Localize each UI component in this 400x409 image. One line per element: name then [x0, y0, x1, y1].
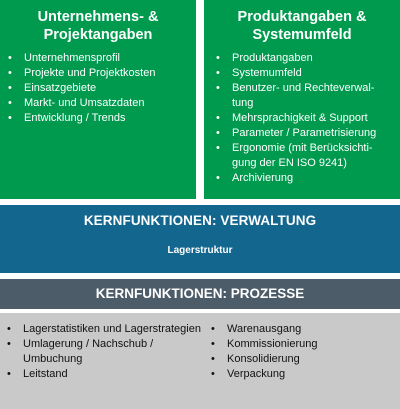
list-item	[216, 171, 394, 186]
list-item	[211, 352, 391, 367]
bullet-icon: •	[216, 67, 220, 79]
processes-list-right	[211, 322, 391, 382]
bullet-icon: •	[211, 353, 215, 365]
bullet-icon: •	[8, 82, 12, 94]
company-project-title-line2: Projektangaben	[43, 27, 153, 43]
product-system-title-line1: Produktangaben &	[237, 9, 367, 25]
product-system-list	[216, 51, 394, 186]
bullet-icon: •	[216, 112, 220, 124]
list-item-label: Kommissionierung	[227, 338, 318, 350]
list-item	[216, 141, 394, 171]
list-item-label: Unternehmensprofil	[24, 52, 120, 64]
company-project-title-line1: Unternehmens- &	[37, 9, 159, 25]
bullet-icon: •	[211, 368, 215, 380]
product-system-box	[204, 0, 400, 199]
list-item-label: Benutzer- und Rechteverwal-	[232, 82, 375, 94]
list-item-label-continued: tung	[232, 97, 254, 109]
list-item	[211, 337, 391, 352]
bullet-icon: •	[7, 323, 11, 335]
bullet-icon: •	[8, 112, 12, 124]
list-item	[216, 111, 394, 126]
list-item	[216, 126, 394, 141]
list-item	[211, 322, 391, 337]
bullet-icon: •	[216, 127, 220, 139]
list-item-label: Parameter / Parametrisierung	[232, 127, 377, 139]
list-item	[7, 337, 207, 367]
core-processes-header	[0, 279, 400, 309]
company-project-title	[0, 8, 196, 44]
list-item-label: Projekte und Projektkosten	[24, 67, 156, 79]
core-administration-title: KERNFUNKTIONEN: VERWALTUNG	[83, 213, 317, 228]
list-item	[7, 322, 207, 337]
bullet-icon: •	[8, 67, 12, 79]
bullet-icon: •	[7, 338, 11, 350]
product-system-title	[204, 8, 400, 44]
list-item-label: Markt- und Umsatzdaten	[24, 97, 145, 109]
list-item-label: Leitstand	[23, 368, 68, 380]
list-item	[8, 96, 190, 111]
list-item-label: Einsatzgebiete	[24, 82, 97, 94]
core-administration-box	[0, 205, 400, 273]
list-item	[7, 367, 207, 382]
list-item-label-continued: Umbuchung	[23, 353, 83, 365]
bullet-icon: •	[211, 323, 215, 335]
list-item	[8, 111, 190, 126]
list-item	[216, 51, 394, 66]
core-processes-box	[0, 313, 400, 409]
warehouse-structure-label: Lagerstruktur	[167, 245, 233, 256]
bullet-icon: •	[216, 52, 220, 64]
company-project-box	[0, 0, 196, 199]
list-item-label: Archivierung	[232, 172, 294, 184]
list-item	[8, 51, 190, 66]
list-item-label: Verpackung	[227, 368, 286, 380]
list-item-label: Entwicklung / Trends	[24, 112, 126, 124]
list-item	[8, 66, 190, 81]
list-item-label-continued: gung der EN ISO 9241)	[232, 157, 347, 169]
list-item-label: Warenausgang	[227, 323, 302, 335]
bullet-icon: •	[8, 97, 12, 109]
list-item	[216, 81, 394, 111]
list-item	[211, 367, 391, 382]
bullet-icon: •	[216, 82, 220, 94]
list-item-label: Ergonomie (mit Berücksichti-	[232, 142, 373, 154]
list-item-label: Konsolidierung	[227, 353, 300, 365]
core-processes-title: KERNFUNKTIONEN: PROZESSE	[95, 286, 305, 301]
bullet-icon: •	[211, 338, 215, 350]
bullet-icon: •	[8, 52, 12, 64]
list-item	[8, 81, 190, 96]
list-item	[216, 66, 394, 81]
bullet-icon: •	[7, 368, 11, 380]
bullet-icon: •	[216, 142, 220, 154]
processes-list-left	[7, 322, 207, 382]
product-system-title-line2: Systemumfeld	[252, 27, 352, 43]
list-item-label: Lagerstatistiken und Lagerstrategien	[23, 323, 201, 335]
list-item-label: Mehrsprachigkeit & Support	[232, 112, 368, 124]
company-project-list	[8, 51, 190, 126]
list-item-label: Systemumfeld	[232, 67, 302, 79]
list-item-label: Umlagerung / Nachschub /	[23, 338, 154, 350]
bullet-icon: •	[216, 172, 220, 184]
list-item-label: Produktangaben	[232, 52, 313, 64]
